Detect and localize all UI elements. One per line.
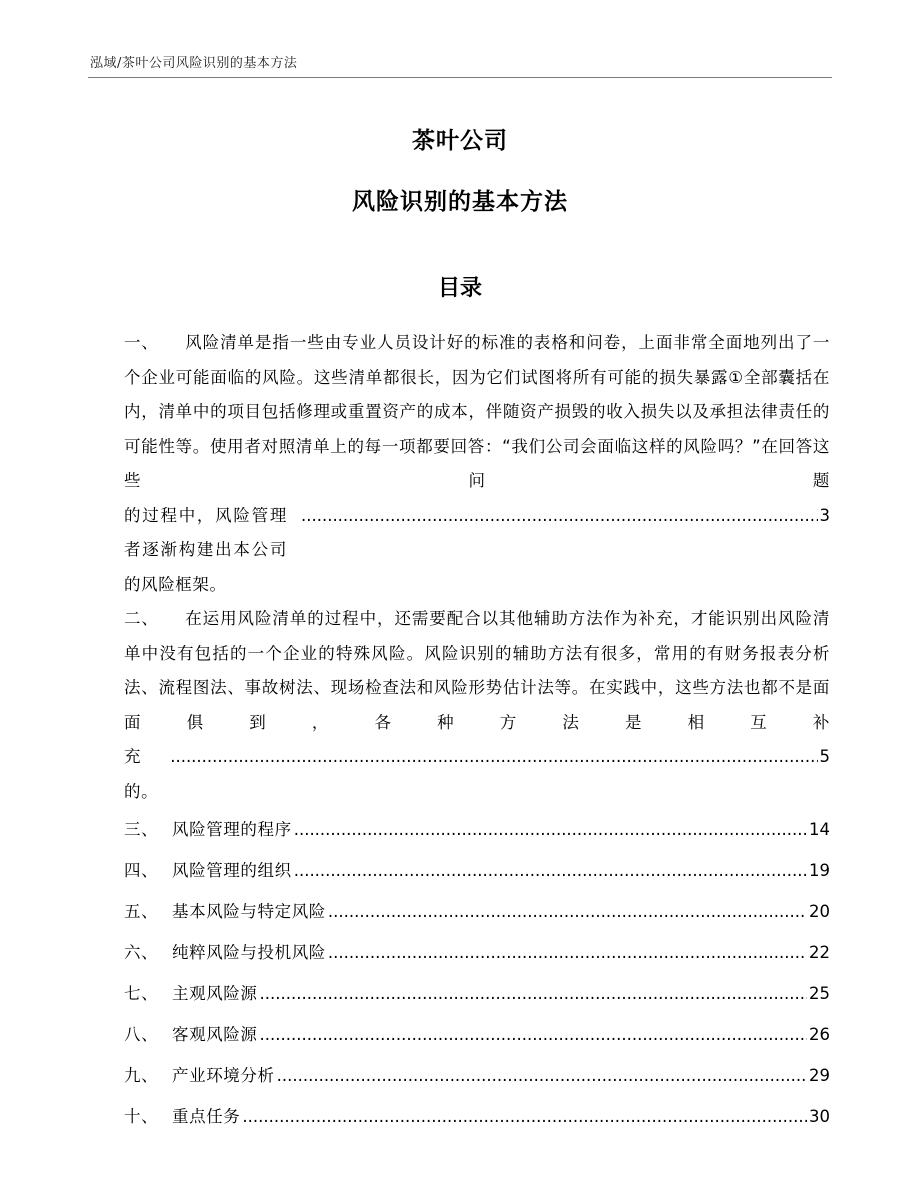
toc-entry-text: 产业环境分析 [172, 1066, 275, 1085]
toc-entry-4[interactable] [124, 850, 830, 891]
toc-entry-2-body [124, 602, 830, 740]
toc-entry-number: 七、 [124, 984, 159, 1003]
toc-entry-number: 三、 [124, 820, 159, 839]
toc-entry-text: 重点任务 [172, 1107, 241, 1126]
toc-page-number: 30 [809, 1107, 830, 1126]
toc-entry-text: 纯粹风险与投机风险 [172, 943, 326, 962]
toc-entry-text: 在运用风险清单的过程中，还需要配合以其他辅助方法作为补充，才能识别出风险清单中没有包括的一个企业的特殊风险。风险识别的辅助方法有很多，常用的有财务报表分析法、流程图法、事故树法、现场检查法和风险形势估计法等。在实践中，这些方法也都不是面面俱到，各种方法是相互补 [124, 609, 830, 732]
toc-page-number: 25 [809, 984, 830, 1003]
toc-entry-text: 主观风险源 [172, 984, 258, 1003]
toc-entry-9[interactable] [124, 1055, 830, 1096]
dot-leader [301, 499, 818, 534]
dot-leader [260, 973, 808, 1014]
toc-entry-number: 五、 [124, 902, 159, 921]
toc-page-number: 3 [819, 505, 830, 525]
toc-page-number: 22 [809, 943, 830, 962]
toc-entry-2-last-line [124, 740, 830, 809]
toc-page-number: 29 [809, 1066, 830, 1085]
toc-page-number: 20 [809, 902, 830, 921]
document-title-line-1: 茶叶公司 [412, 128, 508, 154]
toc-entry-text: 风险清单是指一些由专业人员设计好的标准的表格和问卷，上面非常全面地列出了一个企业可能面临的风险。这些清单都很长，因为它们试图将所有可能的损失暴露①全部囊括在内，清单中的项目包括修理或重置资产的成本，伴随资产损毁的收入损失以及承担法律责任的可能性等。使用者对照清单上的每一项都要回答：“我们公司会面临这样的风险吗？”在回答这些问题 [124, 333, 830, 490]
toc-page-number: 5 [819, 747, 830, 766]
toc-entry-text: 客观风险源 [172, 1025, 258, 1044]
header-divider [88, 77, 832, 78]
toc-entry-2[interactable] [124, 602, 830, 809]
toc-entry-1[interactable] [124, 326, 830, 602]
toc-entry-number: 十、 [124, 1107, 159, 1126]
toc-entry-text: 风险管理的组织 [172, 861, 292, 880]
toc-page-number: 19 [809, 861, 830, 880]
toc-entry-text: 基本风险与特定风险 [172, 902, 326, 921]
toc-entry-10[interactable] [124, 1096, 830, 1137]
dot-leader [242, 1096, 807, 1137]
table-of-contents [124, 326, 830, 1137]
toc-entry-number: 一、 [124, 333, 159, 352]
dot-leader [294, 809, 807, 850]
toc-heading: 目录 [437, 276, 482, 301]
toc-page-number: 26 [809, 1025, 830, 1044]
toc-entry-1-last-line [124, 499, 830, 603]
dot-leader [294, 850, 807, 891]
toc-entry-1-body [124, 326, 830, 499]
toc-entry-6[interactable] [124, 932, 830, 973]
toc-page-number: 14 [809, 820, 830, 839]
dot-leader [170, 740, 817, 775]
toc-entry-number: 四、 [124, 861, 159, 880]
running-header: 泓域/茶叶公司风险识别的基本方法 [90, 56, 298, 71]
dot-leader [328, 932, 807, 973]
toc-entry-number: 六、 [124, 943, 159, 962]
toc-entry-text: 风险管理的程序 [172, 820, 292, 839]
toc-entry-7[interactable] [124, 973, 830, 1014]
toc-entry-8[interactable] [124, 1014, 830, 1055]
dot-leader [328, 891, 807, 932]
toc-entry-text-last: 充的。 [124, 747, 159, 801]
toc-entry-5[interactable] [124, 891, 830, 932]
document-title-line-2: 风险识别的基本方法 [352, 189, 568, 215]
toc-entry-number: 九、 [124, 1066, 159, 1085]
toc-entry-3[interactable] [124, 809, 830, 850]
dot-leader [277, 1055, 807, 1096]
toc-entry-number: 二、 [124, 609, 159, 628]
toc-entry-number: 八、 [124, 1025, 159, 1044]
dot-leader [260, 1014, 808, 1055]
toc-entry-text-last: 的过程中，风险管理者逐渐构建出本公司的风险框架。 [124, 505, 287, 594]
